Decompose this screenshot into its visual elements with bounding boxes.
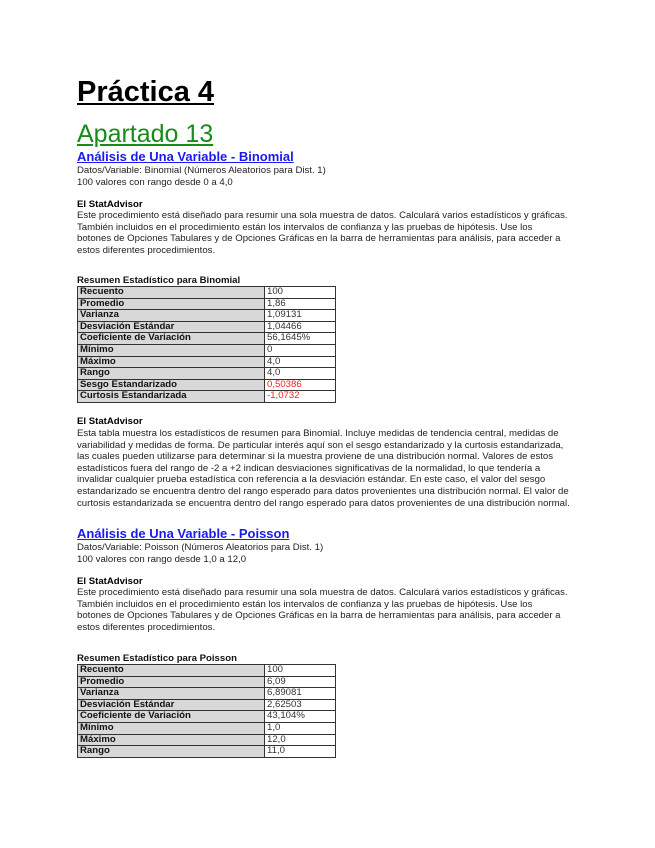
table-row xyxy=(78,321,336,333)
table-row xyxy=(78,391,336,403)
table-row xyxy=(78,356,336,368)
stat-value: 100 xyxy=(265,665,336,677)
text-line: También incluidos en el procedimiento están los intervalos de confianza y las pruebas de hipótesis. Use los xyxy=(77,221,533,233)
stat-value: 100 xyxy=(265,287,336,299)
binomial-advisor-text xyxy=(77,210,568,256)
text-line: estandarizado se encuentra dentro del rango esperado para datos provenientes una distribución normal. El valor de xyxy=(77,485,569,497)
stat-value: 56,1645% xyxy=(265,333,336,345)
stat-label: Máximo xyxy=(78,356,265,368)
table-row xyxy=(78,699,336,711)
text-line: botones de Opciones Tabulares y de Opciones Gráficas en la barra de herramientas para análisis, para acceder a xyxy=(77,610,561,622)
stat-label: Máximo xyxy=(78,734,265,746)
stat-value: 2,62503 xyxy=(265,699,336,711)
text-line: Este procedimiento está diseñado para resumir una sola muestra de datos. Calculará varios estadísticos y gráficas. xyxy=(77,587,568,598)
stat-value: 11,0 xyxy=(265,746,336,758)
table-row xyxy=(78,746,336,758)
binomial-advisor-title: El StatAdvisor xyxy=(77,199,143,210)
stat-value: 1,09131 xyxy=(265,310,336,322)
table-row xyxy=(78,688,336,700)
text-line: Datos/Variable: Poisson (Números Aleatorios para Dist. 1) xyxy=(77,542,324,553)
text-line: 100 valores con rango desde 1,0 a 12,0 xyxy=(77,553,247,565)
stat-label: Curtosis Estandarizada xyxy=(78,391,265,403)
poisson-heading-link[interactable]: Análisis de Una Variable - Poisson xyxy=(77,526,290,541)
table-row xyxy=(78,310,336,322)
stat-value: 1,0 xyxy=(265,722,336,734)
stat-value: 1,04466 xyxy=(265,321,336,333)
page-title: Práctica 4 xyxy=(77,76,215,108)
stat-label: Promedio xyxy=(78,298,265,310)
table-row xyxy=(78,298,336,310)
stat-label: Promedio xyxy=(78,676,265,688)
stat-label: Mínimo xyxy=(78,344,265,356)
text-line: estos diferentes procedimientos. xyxy=(77,621,216,633)
stat-label: Mínimo xyxy=(78,722,265,734)
stat-label: Desviación Estándar xyxy=(78,699,265,711)
table-row xyxy=(78,734,336,746)
table-row xyxy=(78,711,336,723)
text-line: 100 valores con rango desde 0 a 4,0 xyxy=(77,176,233,188)
binomial-advisor2-text xyxy=(77,428,570,509)
table-row xyxy=(78,722,336,734)
poisson-summary xyxy=(77,653,336,758)
section-title: Apartado 13 xyxy=(77,120,214,148)
stat-label: Varianza xyxy=(78,310,265,322)
stat-value: 1,86 xyxy=(265,298,336,310)
binomial-advisor2-title: El StatAdvisor xyxy=(77,416,143,427)
table-row xyxy=(78,676,336,688)
text-line: Este procedimiento está diseñado para resumir una sola muestra de datos. Calculará varios estadísticos y gráficas. xyxy=(77,210,568,221)
stat-label: Rango xyxy=(78,368,265,380)
text-line: También incluidos en el procedimiento están los intervalos de confianza y las pruebas de hipótesis. Use los xyxy=(77,598,533,610)
stat-value: 12,0 xyxy=(265,734,336,746)
poisson-advisor-text xyxy=(77,587,568,633)
table-row xyxy=(78,333,336,345)
poisson-info xyxy=(77,542,323,565)
text-line: estos diferentes procedimientos. xyxy=(77,244,216,256)
table-row xyxy=(78,344,336,356)
binomial-info xyxy=(77,165,326,188)
table-row xyxy=(78,379,336,391)
poisson-table-caption: Resumen Estadístico para Poisson xyxy=(77,653,237,664)
poisson-summary-table xyxy=(77,664,336,758)
stat-value: 43,104% xyxy=(265,711,336,723)
stat-label: Rango xyxy=(78,746,265,758)
text-line: variabilidad y medidas de forma. De particular interés aquí son el sesgo estandarizado y la curtosis estandarizada, xyxy=(77,439,564,451)
stat-value: 0,50386 xyxy=(265,379,336,391)
stat-value: -1,0732 xyxy=(265,391,336,403)
table-row xyxy=(78,287,336,299)
stat-value: 6,09 xyxy=(265,676,336,688)
stat-label: Varianza xyxy=(78,688,265,700)
table-row xyxy=(78,368,336,380)
stat-label: Coeficiente de Variación xyxy=(78,711,265,723)
stat-label: Recuento xyxy=(78,665,265,677)
binomial-summary-table xyxy=(77,286,336,403)
text-line: curtosis estandarizada se encuentra dentro del rango esperado para datos provenientes de una distribución normal. xyxy=(77,497,570,509)
text-line: estadísticos fuera del rango de -2 a +2 indican desviaciones significativas de la normalidad, lo que tendería a xyxy=(77,462,541,474)
stat-label: Coeficiente de Variación xyxy=(78,333,265,345)
stat-label: Desviación Estándar xyxy=(78,321,265,333)
stat-value: 4,0 xyxy=(265,368,336,380)
text-line: invalidar cualquier prueba estadística con referencia a la desviación estándar. En este caso, el valor del sesgo xyxy=(77,474,546,486)
binomial-summary xyxy=(77,275,336,403)
text-line: Datos/Variable: Binomial (Números Aleatorios para Dist. 1) xyxy=(77,165,326,176)
stat-value: 0 xyxy=(265,344,336,356)
text-line: Esta tabla muestra los estadísticos de resumen para Binomial. Incluye medidas de tendencia central, medidas de xyxy=(77,428,559,439)
stat-value: 4,0 xyxy=(265,356,336,368)
text-line: las cuales pueden utilizarse para determinar si la muestra proviene de una distribución normal. Valores de estos xyxy=(77,451,554,463)
poisson-advisor-title: El StatAdvisor xyxy=(77,576,143,587)
stat-label: Sesgo Estandarizado xyxy=(78,379,265,391)
binomial-table-caption: Resumen Estadístico para Binomial xyxy=(77,275,241,286)
binomial-heading-link[interactable]: Análisis de Una Variable - Binomial xyxy=(77,149,294,164)
stat-value: 6,89081 xyxy=(265,688,336,700)
table-row xyxy=(78,665,336,677)
stat-label: Recuento xyxy=(78,287,265,299)
text-line: botones de Opciones Tabulares y de Opciones Gráficas en la barra de herramientas para análisis, para acceder a xyxy=(77,233,561,245)
